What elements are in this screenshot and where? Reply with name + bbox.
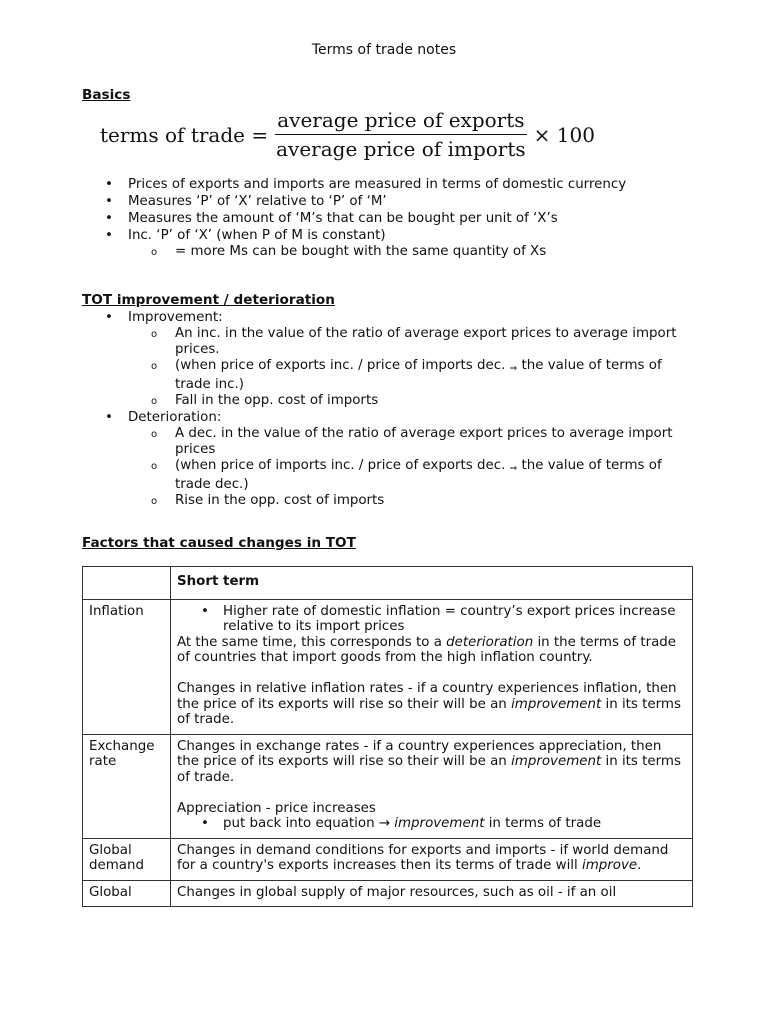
emphasis-text: deterioration [446,634,534,650]
exchange-bullet [177,816,686,832]
emphasis-text: improvement [511,754,602,769]
sub-list-item: o Rise in the opp. cost of imports [0,493,685,509]
text-run: Changes in relative inflation rates - if a country experiences inflation, then the price of its exports will rise so their will be an [177,681,677,712]
inflation-bullet: • Higher rate of domestic inflation = country’s export prices increase relative to its import prices [177,604,686,635]
list-item: • Prices of exports and imports are measured in terms of domestic currency [0,176,688,193]
basics-bullet-list [0,176,688,260]
text-run: Changes in exchange rates - if a country experiences appreciation, then the price of its exports will rise so their will be an [177,738,662,769]
sub-list-text: the value of terms of trade inc.) [175,358,662,392]
table-header-short-term: Short term [171,567,693,600]
table-row [83,838,693,880]
demand-paragraph [177,843,686,874]
row-label-exchange-rate [83,734,171,838]
paragraph-gap [177,785,686,801]
list-item: • Measures ‘P’ of ‘X’ relative to ‘P’ of ‘M’ [0,193,688,210]
deterioration-sub-list [128,426,688,509]
factors-table [82,566,693,907]
global-supply-cell: Changes in global supply of major resources, such as oil - if an oil [171,880,693,907]
page-title: Terms of trade notes [311,42,457,58]
text-run: in its terms of trade. [177,696,681,727]
formula-fraction [274,108,528,161]
list-item: • Measures the amount of ‘M’s that can be bought per unit of ‘X’s [0,210,688,227]
factors-heading: Factors that caused changes in TOT [82,535,356,551]
formula-multiplier: × 100 [533,122,595,147]
text-run: in its terms of trade. [177,754,681,785]
table-row [83,599,693,734]
deterioration-label: Deterioration: [128,410,222,425]
paragraph-gap [177,666,686,682]
table-row [83,880,693,907]
inflation-paragraph-1 [177,635,686,666]
sub-list-item: o A dec. in the value of the ratio of average export prices to average import prices [0,426,685,458]
inflation-paragraph-2 [177,681,686,728]
sub-list-item [0,358,685,393]
inflation-cell [171,599,693,734]
emphasis-text: improvement [394,816,485,831]
formula-numerator: average price of exports [275,108,526,135]
table-header-empty-cell [83,567,171,600]
sub-list [128,244,688,260]
sub-list-item: o Fall in the opp. cost of imports [0,393,685,409]
terms-of-trade-formula [100,108,595,161]
row-label-global-supply: Global [83,880,171,907]
row-label-global-demand [83,838,171,880]
improvement-label: Improvement: [128,310,223,325]
exchange-paragraph-1 [177,739,686,786]
text-run: . [637,858,642,873]
label-line: Exchange [89,738,155,754]
sub-list-item [0,458,685,493]
list-item-improvement [0,309,688,409]
text-run: in the terms of trade of countries that import goods from the high inflation country. [177,634,677,665]
tot-bullet-list [0,309,688,509]
tot-heading: TOT improvement / deterioration [82,292,335,308]
arrow-icon: ⇒ [509,364,518,374]
sub-list-item: o An inc. in the value of the ratio of average export prices to average import prices. [0,326,685,358]
global-demand-cell [171,838,693,880]
arrow-icon: ⇒ [509,464,518,474]
text-run: in terms of trade [484,816,602,831]
list-item [0,227,688,260]
list-item-text: Inc. ‘P’ of ‘X’ (when P of M is constant) [128,228,386,243]
sub-list-text: (when price of exports inc. / price of imports dec. [175,358,506,373]
emphasis-text: improvement [511,696,602,712]
emphasis-text: improve [581,858,638,873]
text-run: put back into equation → [223,816,395,831]
improvement-sub-list [128,326,688,409]
formula-denominator: average price of imports [276,137,526,161]
sub-list-text: (when price of imports inc. / price of exports dec. [175,458,506,473]
sub-list-item: o = more Ms can be bought with the same quantity of Xs [0,244,685,260]
sub-list-text: the value of terms of trade dec.) [175,458,662,492]
text-run: Changes in demand conditions for exports and imports - if world demand for a country's exports increases then its terms of trade will [177,842,669,873]
basics-heading: Basics [82,87,131,103]
formula-lhs: terms of trade = [100,122,269,147]
label-line: Global [89,842,132,858]
list-item-deterioration [0,409,688,509]
label-line: demand [89,858,144,873]
table-header-row [83,567,693,600]
exchange-paragraph-2: Appreciation - price increases [177,800,376,816]
text-run: At the same time, this corresponds to a [177,634,447,650]
exchange-rate-cell [171,734,693,838]
row-label-inflation: Inflation [83,599,171,734]
label-line: rate [89,754,117,769]
table-row [83,734,693,838]
